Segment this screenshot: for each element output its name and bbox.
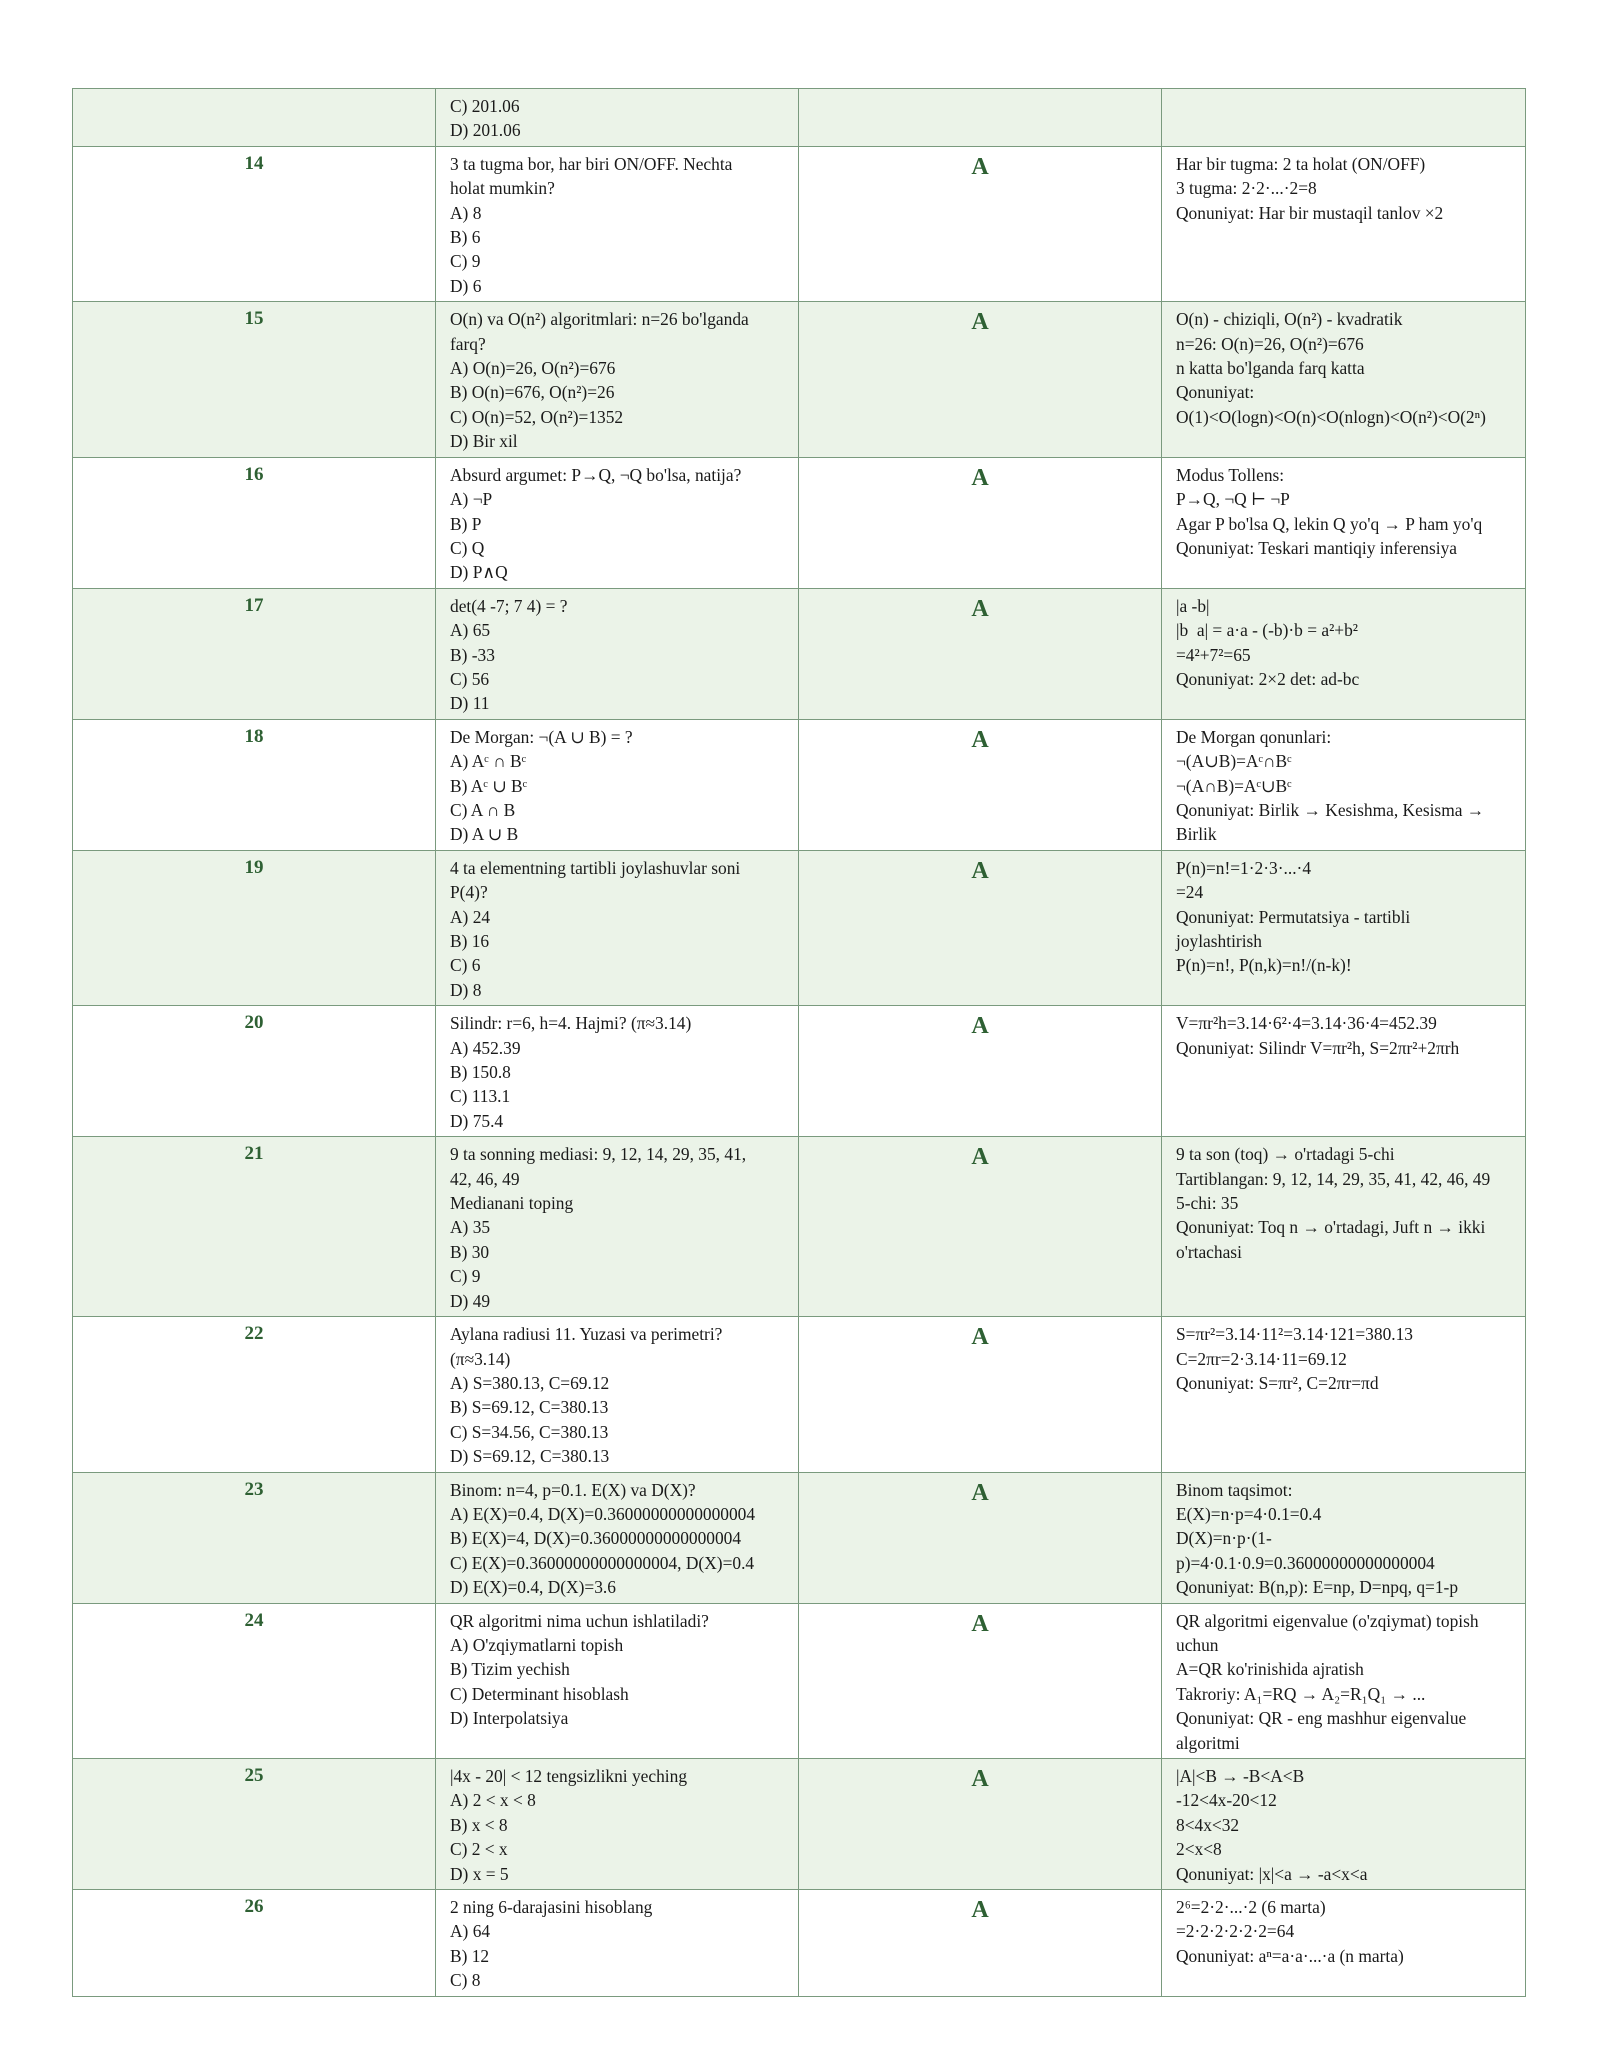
explanation-text xyxy=(1162,146,1526,301)
question-line: B) 12 xyxy=(450,1945,490,1966)
explanation-line: 9 ta son (toq) → o'rtadagi 5-chi xyxy=(1176,1144,1395,1165)
question-line: B) Tizim yechish xyxy=(450,1659,570,1680)
explanation-line: 2<x<8 xyxy=(1176,1839,1222,1860)
table-row xyxy=(73,850,1526,1005)
explanation-text xyxy=(1162,1317,1526,1472)
explanation-line: p)=4·0.1·0.9=0.36000000000000004 xyxy=(1176,1552,1435,1573)
question-line: A) O(n)=26, O(n²)=676 xyxy=(450,358,616,379)
question-line: A) E(X)=0.4, D(X)=0.36000000000000004 xyxy=(450,1503,756,1524)
question-text xyxy=(436,1890,799,1997)
explanation-line: S=πr²=3.14·11²=3.14·121=380.13 xyxy=(1176,1324,1414,1345)
question-line: B) O(n)=676, O(n²)=26 xyxy=(450,382,615,403)
explanation-line: ¬(A∪B)=Aᶜ∩Bᶜ xyxy=(1176,751,1292,772)
question-line: B) -33 xyxy=(450,644,495,665)
question-line: C) Q xyxy=(450,537,485,558)
question-line: C) A ∩ B xyxy=(450,799,516,820)
question-line: 42, 46, 49 xyxy=(450,1168,520,1189)
table-body xyxy=(73,89,1526,1997)
explanation-text xyxy=(1162,89,1526,147)
question-line: A) 2 < x < 8 xyxy=(450,1790,536,1811)
question-text xyxy=(436,1317,799,1472)
question-text xyxy=(436,588,799,719)
explanation-line: Qonuniyat: xyxy=(1176,382,1255,403)
explanation-line: Qonuniyat: 2×2 det: ad-bc xyxy=(1176,668,1360,689)
explanation-line: Har bir tugma: 2 ta holat (ON/OFF) xyxy=(1176,153,1426,174)
question-line: Binom: n=4, p=0.1. E(X) va D(X)? xyxy=(450,1479,696,1500)
question-text xyxy=(436,146,799,301)
explanation-line: Takroriy: A₁=RQ → A₂=R₁Q₁ → ... xyxy=(1176,1683,1426,1704)
question-line: C) O(n)=52, O(n²)=1352 xyxy=(450,406,624,427)
question-line: A) S=380.13, C=69.12 xyxy=(450,1372,610,1393)
explanation-line: P(n)=n!, P(n,k)=n!/(n-k)! xyxy=(1176,955,1352,976)
question-line: C) 8 xyxy=(450,1970,481,1991)
question-line: De Morgan: ¬(A ∪ B) = ? xyxy=(450,726,633,747)
explanation-line: Binom taqsimot: xyxy=(1176,1479,1293,1500)
question-line: Absurd argumet: P→Q, ¬Q bo'lsa, natija? xyxy=(450,464,742,485)
question-line: 9 ta sonning mediasi: 9, 12, 14, 29, 35, 41, xyxy=(450,1144,747,1165)
correct-answer: A xyxy=(799,1603,1162,1758)
explanation-text xyxy=(1162,850,1526,1005)
question-line: A) 65 xyxy=(450,620,491,641)
question-line: farq? xyxy=(450,333,486,354)
correct-answer: A xyxy=(799,1137,1162,1317)
explanation-text xyxy=(1162,1006,1526,1137)
question-number: 26 xyxy=(73,1890,436,1997)
question-line: O(n) va O(n²) algoritmlari: n=26 bo'lganda xyxy=(450,309,749,330)
question-text xyxy=(436,302,799,457)
explanation-line: QR algoritmi eigenvalue (o'zqiymat) topish xyxy=(1176,1610,1479,1631)
explanation-line: algoritmi xyxy=(1176,1732,1240,1753)
question-number: 18 xyxy=(73,719,436,850)
question-number: 14 xyxy=(73,146,436,301)
question-line: D) 11 xyxy=(450,693,490,714)
question-text xyxy=(436,457,799,588)
question-line: Medianani toping xyxy=(450,1193,574,1214)
question-line: A) 35 xyxy=(450,1217,491,1238)
question-number: 22 xyxy=(73,1317,436,1472)
explanation-line: o'rtachasi xyxy=(1176,1241,1242,1262)
question-line: C) E(X)=0.36000000000000004, D(X)=0.4 xyxy=(450,1552,755,1573)
table-row xyxy=(73,1472,1526,1603)
explanation-text xyxy=(1162,1759,1526,1890)
explanation-line: 2⁶=2·2·...·2 (6 marta) xyxy=(1176,1897,1326,1918)
question-number: 20 xyxy=(73,1006,436,1137)
table-row xyxy=(73,719,1526,850)
correct-answer: A xyxy=(799,457,1162,588)
table-row xyxy=(73,1006,1526,1137)
table-row xyxy=(73,1759,1526,1890)
explanation-line: O(1)<O(logn)<O(n)<O(nlogn)<O(n²)<O(2ⁿ) xyxy=(1176,406,1486,427)
question-line: A) O'zqiymatlarni topish xyxy=(450,1634,624,1655)
question-line: C) S=34.56, C=380.13 xyxy=(450,1421,609,1442)
explanation-line: A=QR ko'rinishida ajratish xyxy=(1176,1659,1364,1680)
question-line: B) 30 xyxy=(450,1241,490,1262)
question-line: C) 201.06 xyxy=(450,96,520,116)
explanation-line: Qonuniyat: Birlik → Kesishma, Kesisma → xyxy=(1176,799,1485,820)
question-text xyxy=(436,1472,799,1603)
explanation-line: Qonuniyat: |x|<a → -a<x<a xyxy=(1176,1863,1368,1884)
explanation-text xyxy=(1162,1472,1526,1603)
question-line: B) E(X)=4, D(X)=0.36000000000000004 xyxy=(450,1528,742,1549)
explanation-line: V=πr²h=3.14·6²·4=3.14·36·4=452.39 xyxy=(1176,1013,1437,1034)
question-number xyxy=(73,89,436,147)
question-line: D) Interpolatsiya xyxy=(450,1708,569,1729)
correct-answer: A xyxy=(799,719,1162,850)
explanation-line: Qonuniyat: S=πr², C=2πr=πd xyxy=(1176,1372,1379,1393)
explanation-line: joylashtirish xyxy=(1176,931,1262,951)
explanation-text xyxy=(1162,457,1526,588)
correct-answer: A xyxy=(799,1890,1162,1997)
question-line: Silindr: r=6, h=4. Hajmi? (π≈3.14) xyxy=(450,1013,692,1034)
question-line: A) 452.39 xyxy=(450,1037,521,1058)
correct-answer: A xyxy=(799,146,1162,301)
question-number: 17 xyxy=(73,588,436,719)
explanation-line: |b a| = a·a - (-b)·b = a²+b² xyxy=(1176,620,1358,641)
question-number: 24 xyxy=(73,1603,436,1758)
question-text xyxy=(436,1006,799,1137)
question-line: C) 113.1 xyxy=(450,1086,511,1107)
question-line: C) 6 xyxy=(450,955,481,976)
question-text xyxy=(436,1137,799,1317)
question-number: 23 xyxy=(73,1472,436,1603)
question-line: B) x < 8 xyxy=(450,1814,508,1835)
question-line: A) 24 xyxy=(450,906,491,927)
question-line: A) 64 xyxy=(450,1921,491,1942)
question-line: B) P xyxy=(450,513,482,534)
explanation-line: =2·2·2·2·2·2=64 xyxy=(1176,1921,1295,1942)
table-row xyxy=(73,1603,1526,1758)
explanation-line: Modus Tollens: xyxy=(1176,464,1285,485)
correct-answer: A xyxy=(799,302,1162,457)
explanation-line: Tartiblangan: 9, 12, 14, 29, 35, 41, 42, 46, 49 xyxy=(1176,1168,1491,1189)
question-line: D) 6 xyxy=(450,275,482,296)
question-number: 19 xyxy=(73,850,436,1005)
question-line: C) Determinant hisoblash xyxy=(450,1683,629,1704)
question-line: B) S=69.12, C=380.13 xyxy=(450,1397,609,1418)
explanation-text xyxy=(1162,302,1526,457)
question-line: D) S=69.12, C=380.13 xyxy=(450,1446,610,1467)
explanation-line: C=2πr=2·3.14·11=69.12 xyxy=(1176,1348,1347,1369)
question-line: C) 9 xyxy=(450,251,481,272)
question-line: D) 201.06 xyxy=(450,120,521,141)
question-line: B) Aᶜ ∪ Bᶜ xyxy=(450,775,528,796)
question-line: P(4)? xyxy=(450,882,488,903)
question-text xyxy=(436,850,799,1005)
explanation-line: ¬(A∩B)=Aᶜ∪Bᶜ xyxy=(1176,775,1292,796)
explanation-line: |A|<B → -B<A<B xyxy=(1176,1766,1305,1786)
explanation-line: uchun xyxy=(1176,1634,1219,1655)
question-text xyxy=(436,1759,799,1890)
question-line: D) 8 xyxy=(450,979,482,1000)
question-line: 2 ning 6-darajasini hisoblang xyxy=(450,1897,653,1918)
explanation-line: Qonuniyat: Permutatsiya - tartibli xyxy=(1176,906,1411,927)
explanation-line: Qonuniyat: QR - eng mashhur eigenvalue xyxy=(1176,1708,1467,1729)
correct-answer: A xyxy=(799,588,1162,719)
question-line: 4 ta elementning tartibli joylashuvlar soni xyxy=(450,857,741,878)
explanation-line: n katta bo'lganda farq katta xyxy=(1176,358,1365,379)
explanation-line: O(n) - chiziqli, O(n²) - kvadratik xyxy=(1176,309,1403,330)
correct-answer: A xyxy=(799,1759,1162,1890)
question-line: (π≈3.14) xyxy=(450,1348,511,1369)
question-line: D) x = 5 xyxy=(450,1863,509,1884)
question-line: C) 9 xyxy=(450,1266,481,1287)
explanation-line: |a -b| xyxy=(1176,595,1210,616)
table-row xyxy=(73,1890,1526,1997)
question-line: holat mumkin? xyxy=(450,178,555,199)
question-line: |4x - 20| < 12 tengsizlikni yeching xyxy=(450,1766,688,1786)
correct-answer: A xyxy=(799,1317,1162,1472)
explanation-line: P→Q, ¬Q ⊢ ¬P xyxy=(1176,489,1290,510)
correct-answer: A xyxy=(799,850,1162,1005)
explanation-line: De Morgan qonunlari: xyxy=(1176,726,1332,747)
explanation-line: P(n)=n!=1·2·3·...·4 xyxy=(1176,857,1312,878)
explanation-line: Qonuniyat: Toq n → o'rtadagi, Juft n → ikki xyxy=(1176,1217,1486,1238)
question-line: D) Bir xil xyxy=(450,431,518,452)
question-line: B) 6 xyxy=(450,227,481,248)
explanation-line: Qonuniyat: B(n,p): E=np, D=npq, q=1-p xyxy=(1176,1577,1459,1598)
question-number: 15 xyxy=(73,302,436,457)
table-row xyxy=(73,588,1526,719)
explanation-line: 5-chi: 35 xyxy=(1176,1193,1239,1214)
explanation-line: n=26: O(n)=26, O(n²)=676 xyxy=(1176,333,1364,354)
question-line: D) 75.4 xyxy=(450,1110,504,1131)
explanation-line: Qonuniyat: Har bir mustaqil tanlov ×2 xyxy=(1176,202,1444,223)
explanation-line: D(X)=n·p·(1- xyxy=(1176,1528,1272,1549)
explanation-line: Qonuniyat: aⁿ=a·a·...·a (n marta) xyxy=(1176,1945,1404,1966)
table-row xyxy=(73,302,1526,457)
correct-answer: A xyxy=(799,1472,1162,1603)
question-line: 3 ta tugma bor, har biri ON/OFF. Nechta xyxy=(450,153,733,174)
explanation-line: 3 tugma: 2·2·...·2=8 xyxy=(1176,178,1317,199)
explanation-text xyxy=(1162,719,1526,850)
explanation-line: -12<4x-20<12 xyxy=(1176,1790,1277,1811)
question-text xyxy=(436,1603,799,1758)
question-line: D) E(X)=0.4, D(X)=3.6 xyxy=(450,1577,616,1598)
question-line: B) 16 xyxy=(450,931,490,951)
question-line: QR algoritmi nima uchun ishlatiladi? xyxy=(450,1610,709,1631)
explanation-line: Birlik xyxy=(1176,824,1217,845)
table-row xyxy=(73,1317,1526,1472)
table-row xyxy=(73,89,1526,147)
question-line: C) 56 xyxy=(450,668,490,689)
answer-key-table xyxy=(72,88,1526,1997)
question-text xyxy=(436,719,799,850)
question-line: A) Aᶜ ∩ Bᶜ xyxy=(450,751,527,772)
explanation-line: =4²+7²=65 xyxy=(1176,644,1251,665)
explanation-text xyxy=(1162,588,1526,719)
correct-answer: A xyxy=(799,1006,1162,1137)
question-line: det(4 -7; 7 4) = ? xyxy=(450,595,568,616)
table-row xyxy=(73,146,1526,301)
question-line: B) 150.8 xyxy=(450,1062,511,1083)
explanation-line: 8<4x<32 xyxy=(1176,1814,1240,1835)
explanation-line: Qonuniyat: Teskari mantiqiy inferensiya xyxy=(1176,537,1457,558)
question-number: 25 xyxy=(73,1759,436,1890)
explanation-text xyxy=(1162,1890,1526,1997)
explanation-line: E(X)=n·p=4·0.1=0.4 xyxy=(1176,1503,1322,1524)
question-line: D) 49 xyxy=(450,1290,491,1311)
explanation-text xyxy=(1162,1603,1526,1758)
question-number: 21 xyxy=(73,1137,436,1317)
question-line: A) ¬P xyxy=(450,489,493,510)
table-row xyxy=(73,457,1526,588)
table-row xyxy=(73,1137,1526,1317)
question-line: D) A ∪ B xyxy=(450,824,519,845)
question-line: C) 2 < x xyxy=(450,1839,508,1860)
explanation-line: Qonuniyat: Silindr V=πr²h, S=2πr²+2πrh xyxy=(1176,1037,1460,1058)
question-line: A) 8 xyxy=(450,202,482,223)
explanation-line: Agar P bo'lsa Q, lekin Q yo'q → P ham yo'q xyxy=(1176,513,1483,534)
correct-answer xyxy=(799,89,1162,147)
question-number: 16 xyxy=(73,457,436,588)
question-line: D) P∧Q xyxy=(450,562,508,583)
question-text xyxy=(436,89,799,147)
explanation-text xyxy=(1162,1137,1526,1317)
question-line: Aylana radiusi 11. Yuzasi va perimetri? xyxy=(450,1324,723,1345)
explanation-line: =24 xyxy=(1176,882,1204,903)
